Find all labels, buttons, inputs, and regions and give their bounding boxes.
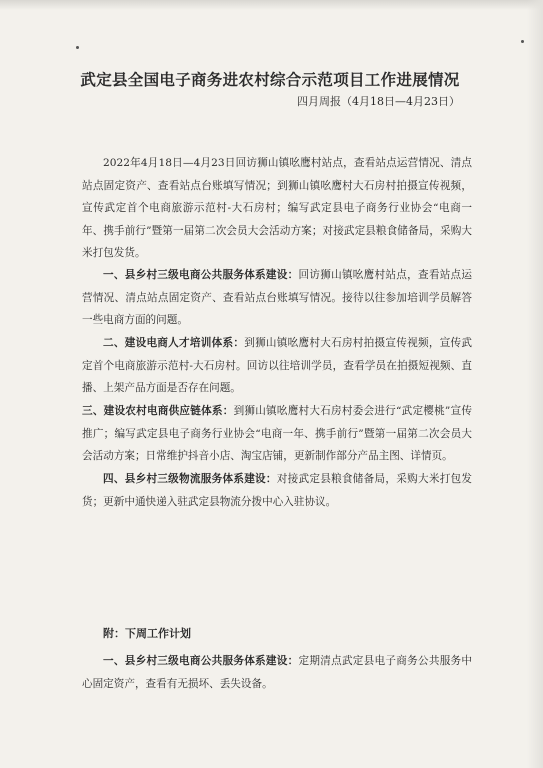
section-2-heading: 二、建设电商人才培训体系： — [103, 337, 245, 349]
section-3-body: 到狮山镇吆鹰村大石房村委会进行“武定樱桃”宣传推广；编写武定县电子商务行业协会“电商一年、携手前行”暨第一届第二次会员大会活动方案；日常维护抖音小店、淘宝店铺，更新制作部分产品主图、详情页。 — [82, 405, 472, 462]
section-1-heading: 一、县乡村三级电商公共服务体系建设： — [103, 269, 299, 281]
intro-paragraph: 2022年4月18日—4月23日回访狮山镇吆鹰村站点，查看站点运营情况、清点站点固定资产、查看站点台账填写情况；到狮山镇吆鹰村大石房村拍摄宣传视频，宣传武定首个电商旅游示范村-大石房村；编写武定县电子商务行业协会“电商一年、携手前行”暨第一届第二次会员大会活动方案；对接武定县粮食储备局，采购大米打包发货。 — [82, 157, 472, 259]
section-2 — [82, 332, 472, 400]
section-1 — [82, 264, 472, 332]
attachment-item-1-body: 定期清点武定县电子商务公共服务中心固定资产，查看有无损坏、丢失设备。 — [82, 655, 473, 690]
scan-speck — [76, 46, 79, 49]
document-subtitle: 四月周报（4月18日—4月23日） — [297, 95, 460, 108]
section-4 — [82, 468, 472, 513]
section-3-heading: 三、建设农村电商供应链体系： — [82, 405, 234, 417]
attachment-label: 附：下周工作计划 — [103, 627, 191, 640]
section-4-body: 对接武定县粮食储备局，采购大米打包发货；更新中通快递入驻武定县物流分拨中心入驻协议。 — [82, 473, 473, 508]
scan-speck — [521, 40, 524, 43]
section-4-heading: 四、县乡村三级物流服务体系建设： — [103, 473, 277, 485]
section-2-body: 到狮山镇吆鹰村大石房村拍摄宣传视频，宣传武定首个电商旅游示范村-大石房村。回访以往培训学员，查看学员在拍摄短视频、直播、上架产品方面是否存在问题。 — [82, 337, 473, 394]
document-title: 武定县全国电子商务进农村综合示范项目工作进展情况 — [80, 70, 460, 89]
scan-right-edge — [527, 0, 543, 768]
section-1-body: 回访狮山镇吆鹰村站点，查看站点运营情况、清点站点固定资产、查看站点台账填写情况。接待以往参加培训学员解答一些电商方面的问题。 — [82, 269, 473, 326]
scan-top-edge — [0, 0, 543, 10]
attachment-item-1-heading: 一、县乡村三级电商公共服务体系建设： — [103, 655, 299, 667]
section-3 — [82, 400, 472, 468]
attachment-item-1 — [82, 650, 472, 695]
